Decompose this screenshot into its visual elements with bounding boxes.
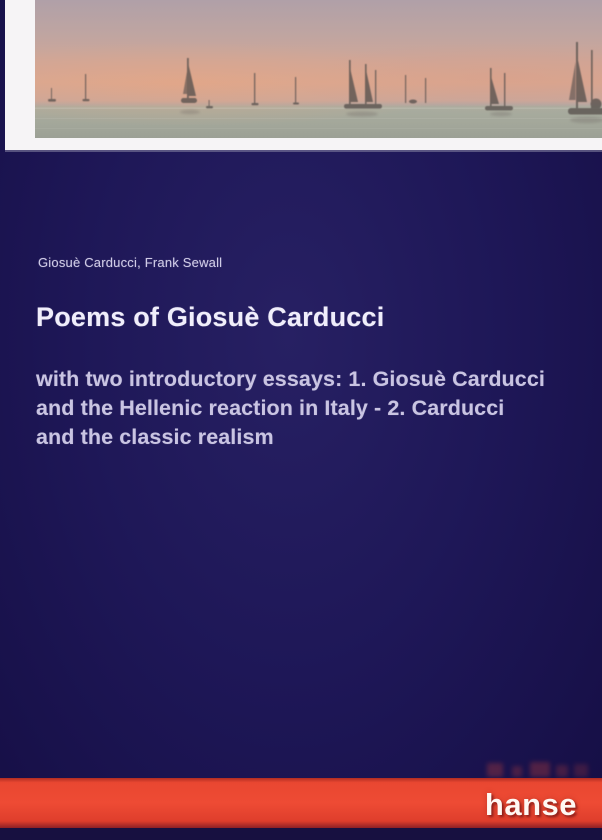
publisher-logo: hanse [484, 787, 577, 822]
subtitle-line: and the Hellenic reaction in Italy - 2. Carducci [36, 396, 505, 420]
subtitle-line: and the classic realism [36, 425, 274, 449]
bottom-strip [0, 828, 602, 840]
seascape-photo [35, 0, 602, 138]
book-subtitle [36, 365, 545, 452]
book-title: Poems of Giosuè Carducci [36, 302, 385, 332]
logo-print-marks [0, 760, 602, 780]
publisher-banner [0, 778, 602, 828]
subtitle-line: with two introductory essays: 1. Giosuè Carducci [36, 367, 545, 391]
photo-frame [5, 0, 602, 150]
author-names: Giosuè Carducci, Frank Sewall [38, 255, 223, 270]
